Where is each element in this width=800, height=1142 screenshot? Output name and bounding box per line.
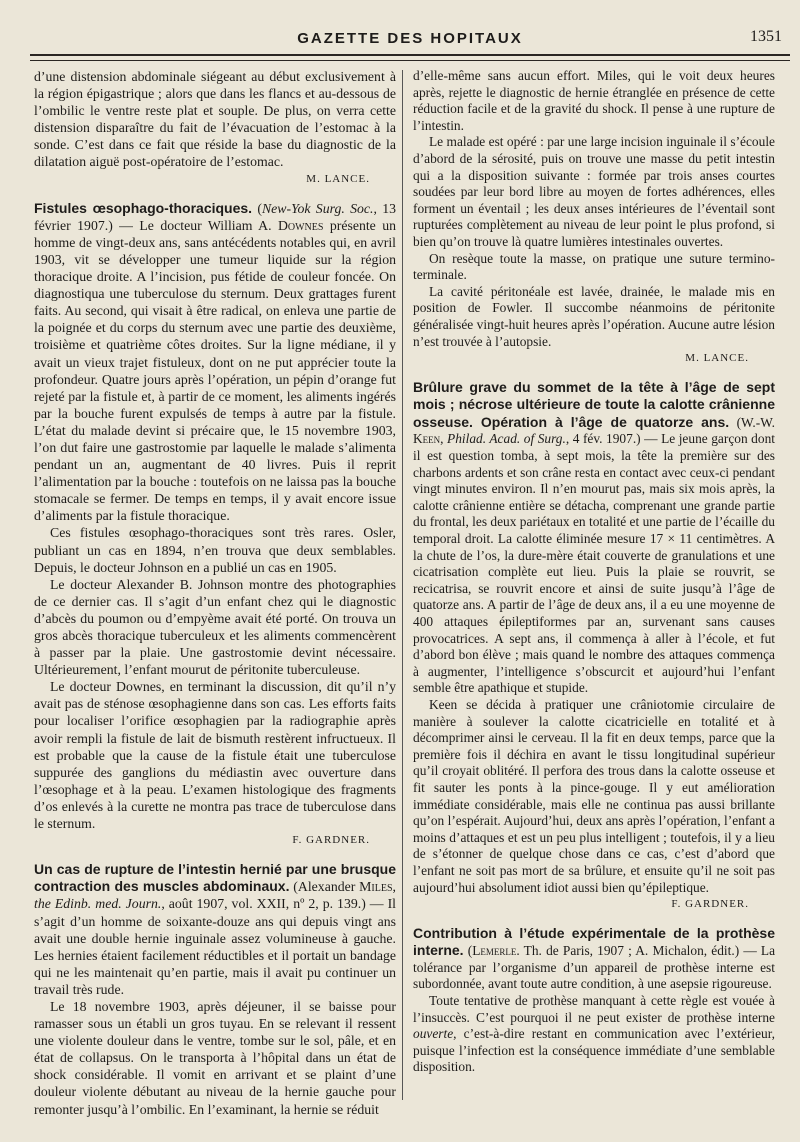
article-paragraph: La cavité péritonéale est lavée, drainée, le malade mis en position de Fowler. Il succombe néanmoins de péritonite généralisée vingt-huit heures après l’opération. Aucune autre lésion n’est trouvée à l’autopsie. xyxy=(413,283,775,349)
article-lead-paragraph xyxy=(34,200,396,525)
article-paragraph: Le malade est opéré : par une large incision inguinale il s’écoule d’abord de la sérosité, puis on trouve une masse du petit intestin qui a la disposition suivante : formée par trois anses courtes soudées par leur bord libre au moyen de fortes adhérences, elles forment un éventail ; les deux anses intérieures de l’éventail sont rupturées complètement au niveau de leur point le plus profond, si bien qu’on trouve là quatre lumières intestinales ouvertes. xyxy=(413,134,775,249)
citation-separator: , xyxy=(440,431,448,447)
article-paragraph: Le docteur Downes, en terminant la discussion, dit qu’il n’y avait pas de sténose œsophagienne dans son cas. Les efforts faits pour localiser l’orifice œsophagien par la radiographie après avoir rempli la fistule de lait de bismuth restèrent infructueux. Il est probable que la cause de la fistule était une tuberculose suppurée des ganglions du médiastin avec ouverture dans l’œsophage et à la peau. L’examen histologique des fragments d’os enlevés à la curette ne montra pas trace de tuberculose dans le sternum. xyxy=(34,679,396,832)
article-headline: Un cas de rupture de l’intestin hernié par une brusque contraction des muscles abdominaux. xyxy=(34,861,396,895)
citation-source: the Edinb. med. Journ. xyxy=(34,896,162,912)
article-fistules-oesophago-thoraciques xyxy=(34,200,396,850)
citation-author: Downes xyxy=(277,217,324,233)
paragraph-text: . Th. de Paris, 1907 ; A. Michalon, édit.) — La tolérance par l’organisme d’un appareil de prothèse interne est subordonnée, avant toute autre condition, à une asepsie rigoureuse. xyxy=(413,943,776,992)
article-headline: Brûlure grave du sommet de la tête à l’âge de sept mois ; nécrose ultérieure de toute la calotte crânienne osseuse. Opération à l’âge de quatorze ans. xyxy=(413,378,775,430)
article-paragraph xyxy=(413,993,775,1076)
citation-open: ( xyxy=(463,943,473,959)
article-paragraph: Keen se décida à pratiquer une crâniotomie circulaire de manière à soulever la calotte cicatricielle en totalité et à décomprimer ainsi le cerveau. Il la fit en deux temps, parce que la première fois il déchira en avant le tissu longitudinal supérieur qu’il croyait oblitéré. Il perfora des trous dans la calotte osseuse et fit sauter les ponts à la pince-gouge. Il y eut amélioration immédiate considérable, mais elle ne continua pas aussi brillante qu’on l’espérait. Aujourd’hui, deux ans après l’opération, l’enfant a moins d’attaques et est un peu plus intelligent ; toutefois, il y a lieu de s’étonner de quelque chose dans ce cas, c’est d’abord que l’enfant ne soit pas mort de sa brûlure, et ensuite qu’il ne soit pas aujourd’hui absolument idiot aussi bien qu’épileptique. xyxy=(413,696,775,895)
article-paragraph: Le 18 novembre 1903, après déjeuner, il se baisse pour ramasser sous un établi un gros tuyau. En se relevant il ressent une violente douleur dans le ventre, tombe sur le sol, pâle, et en état de collapsus. On le transporta à l’hôpital dans un état de shock considérable. Il vomit en arrivant et se plaint d’une douleur violente débutant au niveau de la hernie gauche pour remonter jusqu’à l’ombilic. En l’examinant, la hernie se réduit xyxy=(34,998,396,1117)
citation-open: (W.-W. xyxy=(729,414,775,430)
header-rule-thick xyxy=(30,54,790,56)
column-divider xyxy=(402,70,403,1100)
paragraph-text: , 4 fév. 1907.) — Le jeune garçon dont il est question tomba, à sept mois, la tête la première sur des charbons ardents et son crâne resta en contact avec ceux-ci pendant vingt minutes environ. Il n’en mourut pas, mais six mois après, la calotte crânienne entière se détacha, comprenant une grande partie du frontal, les deux pariétaux en totalité et une partie de l’écaille du temporal droit. La calotte éliminée mesure 17 × 11 centimètres. A la chute de l’os, la dure-mère était couverte de granulations et une cicatrisation complète eut lieu. Puis la plaie se rouvrit, se recicatrisa, se rouvrit encore et ainsi de suite jusqu’à l’âge de quatorze ans. A partir de l’âge de deux ans, il a eu une moyenne de 400 attaques épileptiformes par an, survenant sans causes provocatrices. A sept ans, il commença à aller à l’école, et fut d’abord bon élève ; mais quand le nombre des attaques commença à augmenter, l’intelligence s’obscurcit et aujourd’hui l’enfant semble être apathique et stupide. xyxy=(413,431,775,696)
article-lead-paragraph xyxy=(34,861,396,998)
journal-title: GAZETTE DES HOPITAUX xyxy=(297,30,523,47)
citation-author: Keen xyxy=(413,431,441,447)
article-continued-gastric-dilatation xyxy=(34,68,396,188)
author-signature: F. GARDNER. xyxy=(671,898,749,911)
author-signature: F. GARDNER. xyxy=(292,834,370,847)
article-lead-paragraph xyxy=(413,925,775,993)
right-column xyxy=(413,68,775,1076)
citation-open: ( xyxy=(252,200,262,216)
paragraph-text: , août 1907, vol. XXII, nº 2, p. 139.) — Il s’agit d’un homme de soixante-douze ans qui depuis vingt ans avait une double hernie inguinale assez volumineuse à gauche. Les hernies étaient facilement réductibles et il portait un bandage qui ne les maintenait qu’en partie, mais il avait pu continuer un travail très rude. xyxy=(34,896,397,997)
page-number: 1351 xyxy=(750,28,782,45)
citation-separator: , xyxy=(392,879,396,895)
author-signature: M. LANCE. xyxy=(306,172,370,185)
paragraph-text: présente un homme de vingt-deux ans, sans antécédents notables qui, en avril 1903, vit se développer une tumeur liquide sur la région thoracique droite. A l’incision, pus fétide de couleur foncée. On diagnostiqua une tuberculose du sternum. Deux grattages furent faits. Au second, qui visait à être radical, on enleva une partie de la poignée et du corps du sternum avec une partie des deuxième, troisième et quatrième côtes droites. Sur la ligne médiane, il y avait un vieux trajet fistuleux, dont on ne put apprécier toute la profondeur. Quatre jours après l’opération, un pépin d’orange fut rejeté par la fistule et, à partir de ce moment, les aliments ingérés par la bouche furent expulsés de temps à autre par la fistule. L’état du malade devint si précaire que, le 15 novembre 1903, l’on dut faire une gastrostomie par laquelle le malade s’alimenta pendant un an, augmentant de 40 livres. Puis il reprit l’alimentation par la bouche : toutefois on ne laissa pas la bouche stomacale se fermer. De temps en temps, il y avait encore issue d’aliments par la fistule thoracique. xyxy=(34,217,396,524)
author-signature: M. LANCE. xyxy=(685,352,749,365)
paragraph-text: Toute tentative de prothèse manquant à cette règle est vouée à l’insuccès. C’est pourquoi il ne peut exister de prothèse interne xyxy=(413,993,775,1025)
article-paragraph: d’une distension abdominale siégeant au début exclusivement à la région épigastrique ; alors que dans les flancs et au-dessous de l’ombilic le ventre reste plat et souple. De plus, on verra cette distension disparaître du fait de l’évacuation de l’estomac à la sonde. C’est dans ce fait que réside la base du diagnostic de la dilatation aiguë post-opératoire de l’estomac. xyxy=(34,69,396,170)
citation-author: Lemerle xyxy=(472,943,517,959)
article-lead-paragraph xyxy=(413,379,775,697)
article-paragraph: On resèque toute la masse, on pratique une suture termino-terminale. xyxy=(413,250,775,283)
citation-detail: , 13 février 1907.) — Le docteur William A. xyxy=(34,200,396,233)
article-rupture-intestin-hernie xyxy=(34,861,396,1117)
paragraph-text: , c’est-à-dire restant en communication avec l’extérieur, puisque l’infection est la conséquence immédiate d’une semblable disposition. xyxy=(413,1026,775,1075)
article-brulure-sommet-tete xyxy=(413,379,775,913)
article-prothese-interne xyxy=(413,925,775,1076)
emphasized-word: ouverte xyxy=(413,1026,454,1042)
citation-source: New-Yok Surg. Soc. xyxy=(261,200,374,216)
citation-author: Miles xyxy=(359,879,393,895)
citation-source: Philad. Acad. of Surg. xyxy=(447,431,566,447)
citation-open: (Alexander xyxy=(289,879,360,895)
article-headline: Contribution à l’étude expérimentale de la prothèse interne. xyxy=(413,924,775,959)
article-paragraph: Ces fistules œsophago-thoraciques sont très rares. Osler, publiant un cas en 1894, n’en trouva que deux semblables. Depuis, le docteur Johnson en a publié un cas en 1905. xyxy=(34,525,396,575)
header-rule-thin xyxy=(30,60,790,61)
article-paragraph: Le docteur Alexander B. Johnson montre des photographies de ce dernier cas. Il s’agit d’un enfant chez qui le diagnostic d’abcès du poumon ou d’empyème avait été porté. On trouva un gros abcès thoracique tuberculeux et les aliments commencèrent à passer par la plaie. Une gastrostomie devint nécessaire. Ultérieurement, l’enfant mourut de péritonite tuberculeuse. xyxy=(34,576,396,678)
article-rupture-intestin-continued xyxy=(413,68,775,367)
article-headline: Fistules œsophago-thoraciques. xyxy=(34,199,253,216)
article-paragraph: d’elle-même sans aucun effort. Miles, qui le voit deux heures après, rejette le diagnostic de hernie étranglée en présence de cette réduction facile et de la gravité du shock. Il pense à une rupture de l’intestin. xyxy=(413,68,775,133)
left-column xyxy=(34,68,396,1118)
